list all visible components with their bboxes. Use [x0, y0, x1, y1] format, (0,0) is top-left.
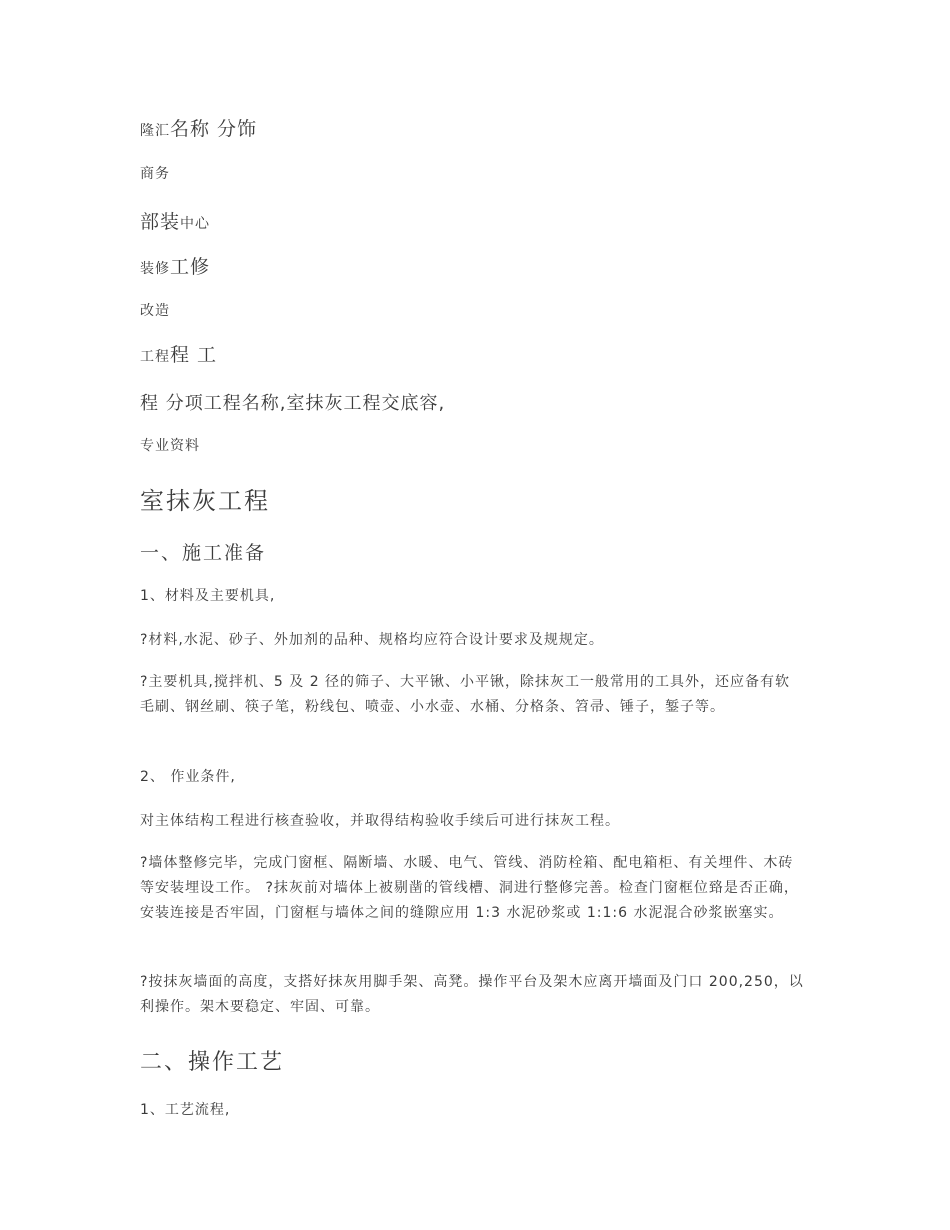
section-heading-2: 二、操作工艺	[140, 1050, 285, 1075]
page-title: 室抹灰工程	[140, 487, 270, 515]
list-item-materials-tools: 1、材料及主要机具,	[140, 588, 276, 604]
header-line-4: 装修工修	[140, 256, 211, 278]
header-line-1: 隆汇名称 分饰	[140, 118, 258, 140]
paragraph-structure-check: 对主体结构工程进行核查验收，并取得结构验收手续后可进行抹灰工程。	[140, 813, 620, 829]
header-line-6: 工程程 工	[140, 344, 218, 366]
header-line-5: 改造	[140, 303, 170, 319]
paragraph-wall-repair: ?墙体整修完毕，完成门窗框、隔断墙、水暖、电气、管线、消防栓箱、配电箱柜、有关埋件、木砖等安装埋设工作。 ?抹灰前对墙体上被剔凿的管线槽、洞进行整修完善。检查门窗框位臵是否正确，安装连接是否牢固，门窗框与墙体之间的缝隙应用 1:3 水泥砂浆或 1:1:6 水泥混合砂浆嵌塞实。	[140, 855, 799, 921]
header-line-2: 商务	[140, 166, 170, 182]
project-name-line: 程 分项工程名称,室抹灰工程交底容,	[140, 393, 446, 414]
section-heading-1: 一、施工准备	[140, 542, 267, 564]
paragraph-materials: ?材料,水泥、砂子、外加剂的品种、规格均应符合设计要求及规规定。	[140, 632, 604, 648]
paragraph-scaffold: ?按抹灰墙面的高度，支搭好抹灰用脚手架、高凳。操作平台及架木应离开墙面及门口 200,250，以利操作。架木要稳定、牢固、可靠。	[140, 974, 804, 1015]
paragraph-tools: ?主要机具,搅拌机、5 及 2 径的筛子、大平锹、小平锹，除抹灰工一般常用的工具外，还应备有软毛刷、钢丝刷、筷子笔，粉线包、喷壶、小水壶、水桶、分格条、笤帚、锤子，錾子等。	[140, 674, 791, 715]
header-line-8: 专业资料	[140, 438, 200, 454]
list-item-work-conditions: 2、 作业条件,	[140, 769, 236, 785]
header-line-3: 部装中心	[140, 211, 211, 233]
list-item-process-flow: 1、工艺流程,	[140, 1102, 231, 1118]
